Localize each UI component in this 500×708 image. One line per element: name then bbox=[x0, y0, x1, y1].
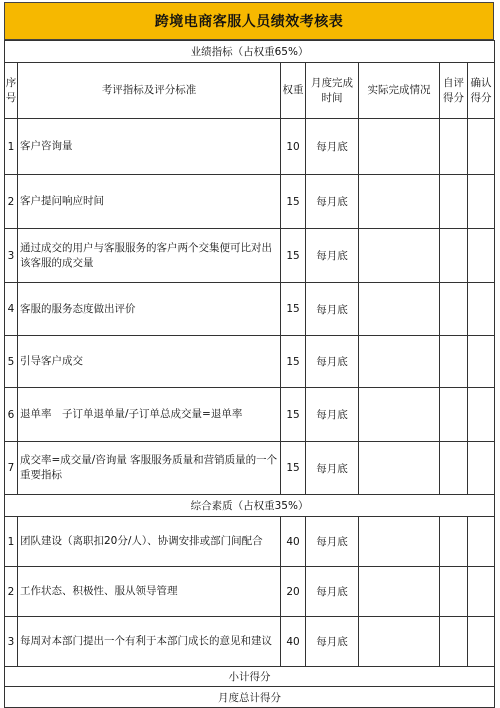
actual-completion-cell[interactable] bbox=[359, 175, 440, 229]
actual-completion-cell[interactable] bbox=[359, 283, 440, 336]
row-number: 1 bbox=[5, 517, 18, 567]
col-header-self-score: 自评得分 bbox=[440, 63, 468, 119]
row-number: 3 bbox=[5, 229, 18, 283]
deadline-cell: 每月底 bbox=[306, 229, 359, 283]
section-quality-row bbox=[5, 495, 495, 517]
indicator-cell: 客户咨询量 bbox=[18, 119, 281, 175]
self-score-cell[interactable] bbox=[440, 119, 468, 175]
self-score-cell[interactable] bbox=[440, 388, 468, 442]
monthly-total-row bbox=[5, 687, 495, 708]
col-header-weight: 权重 bbox=[281, 63, 306, 119]
row-number: 7 bbox=[5, 442, 18, 495]
col-header-time: 月度完成时间 bbox=[306, 63, 359, 119]
deadline-cell: 每月底 bbox=[306, 336, 359, 388]
row-number: 3 bbox=[5, 617, 18, 667]
deadline-cell: 每月底 bbox=[306, 442, 359, 495]
weight-cell: 15 bbox=[281, 388, 306, 442]
indicator-cell: 团队建设（离职扣20分/人）、协调安排或部门间配合 bbox=[18, 517, 281, 567]
actual-completion-cell[interactable] bbox=[359, 517, 440, 567]
self-score-cell[interactable] bbox=[440, 229, 468, 283]
row-number: 2 bbox=[5, 175, 18, 229]
weight-cell: 15 bbox=[281, 229, 306, 283]
deadline-cell: 每月底 bbox=[306, 283, 359, 336]
confirm-score-cell[interactable] bbox=[468, 388, 495, 442]
self-score-cell[interactable] bbox=[440, 517, 468, 567]
weight-cell: 15 bbox=[281, 442, 306, 495]
confirm-score-cell[interactable] bbox=[468, 229, 495, 283]
confirm-score-cell[interactable] bbox=[468, 336, 495, 388]
col-header-actual: 实际完成情况 bbox=[359, 63, 440, 119]
deadline-cell: 每月底 bbox=[306, 517, 359, 567]
confirm-score-cell[interactable] bbox=[468, 442, 495, 495]
section-performance-row bbox=[5, 41, 495, 63]
row-number: 1 bbox=[5, 119, 18, 175]
table-row bbox=[5, 175, 495, 229]
confirm-score-cell[interactable] bbox=[468, 567, 495, 617]
indicator-cell: 引导客户成交 bbox=[18, 336, 281, 388]
indicator-cell: 客服的服务态度做出评价 bbox=[18, 283, 281, 336]
confirm-score-cell[interactable] bbox=[468, 517, 495, 567]
deadline-cell: 每月底 bbox=[306, 175, 359, 229]
table-row bbox=[5, 283, 495, 336]
confirm-score-cell[interactable] bbox=[468, 119, 495, 175]
table-row bbox=[5, 517, 495, 567]
indicator-cell: 通过成交的用户与客服服务的客户两个交集便可比对出该客服的成交量 bbox=[18, 229, 281, 283]
actual-completion-cell[interactable] bbox=[359, 567, 440, 617]
deadline-cell: 每月底 bbox=[306, 617, 359, 667]
actual-completion-cell[interactable] bbox=[359, 388, 440, 442]
performance-rows bbox=[5, 119, 495, 495]
self-score-cell[interactable] bbox=[440, 175, 468, 229]
subtotal-row bbox=[5, 667, 495, 687]
col-header-seq: 序号 bbox=[5, 63, 18, 119]
actual-completion-cell[interactable] bbox=[359, 442, 440, 495]
self-score-cell[interactable] bbox=[440, 617, 468, 667]
self-score-cell[interactable] bbox=[440, 567, 468, 617]
actual-completion-cell[interactable] bbox=[359, 336, 440, 388]
deadline-cell: 每月底 bbox=[306, 567, 359, 617]
indicator-cell: 每周对本部门提出一个有利于本部门成长的意见和建议 bbox=[18, 617, 281, 667]
table-row bbox=[5, 336, 495, 388]
col-header-indicator: 考评指标及评分标准 bbox=[18, 63, 281, 119]
weight-cell: 15 bbox=[281, 175, 306, 229]
monthly-total-label: 月度总计得分 bbox=[5, 687, 495, 708]
section-performance-header: 业绩指标（占权重65%） bbox=[5, 41, 495, 63]
table-row bbox=[5, 567, 495, 617]
self-score-cell[interactable] bbox=[440, 336, 468, 388]
row-number: 6 bbox=[5, 388, 18, 442]
deadline-cell: 每月底 bbox=[306, 119, 359, 175]
weight-cell: 10 bbox=[281, 119, 306, 175]
indicator-cell: 客户提问响应时间 bbox=[18, 175, 281, 229]
col-header-confirm-score: 确认得分 bbox=[468, 63, 495, 119]
section-quality-header: 综合素质（占权重35%） bbox=[5, 495, 495, 517]
actual-completion-cell[interactable] bbox=[359, 617, 440, 667]
weight-cell: 40 bbox=[281, 617, 306, 667]
weight-cell: 40 bbox=[281, 517, 306, 567]
self-score-cell[interactable] bbox=[440, 442, 468, 495]
table-row bbox=[5, 442, 495, 495]
weight-cell: 20 bbox=[281, 567, 306, 617]
indicator-cell: 成交率=成交量/咨询量 客服服务质量和营销质量的一个重要指标 bbox=[18, 442, 281, 495]
weight-cell: 15 bbox=[281, 283, 306, 336]
table-row bbox=[5, 617, 495, 667]
row-number: 4 bbox=[5, 283, 18, 336]
kpi-table bbox=[4, 40, 495, 708]
indicator-cell: 工作状态、积极性、服从领导管理 bbox=[18, 567, 281, 617]
subtotal-label: 小计得分 bbox=[5, 667, 495, 687]
table-row bbox=[5, 119, 495, 175]
table-row bbox=[5, 388, 495, 442]
sheet-title: 跨境电商客服人员绩效考核表 bbox=[4, 2, 494, 40]
confirm-score-cell[interactable] bbox=[468, 617, 495, 667]
indicator-cell: 退单率 子订单退单量/子订单总成交量=退单率 bbox=[18, 388, 281, 442]
self-score-cell[interactable] bbox=[440, 283, 468, 336]
confirm-score-cell[interactable] bbox=[468, 175, 495, 229]
deadline-cell: 每月底 bbox=[306, 388, 359, 442]
quality-rows bbox=[5, 517, 495, 667]
confirm-score-cell[interactable] bbox=[468, 283, 495, 336]
actual-completion-cell[interactable] bbox=[359, 119, 440, 175]
row-number: 5 bbox=[5, 336, 18, 388]
weight-cell: 15 bbox=[281, 336, 306, 388]
row-number: 2 bbox=[5, 567, 18, 617]
kpi-sheet bbox=[4, 2, 494, 708]
table-row bbox=[5, 229, 495, 283]
actual-completion-cell[interactable] bbox=[359, 229, 440, 283]
column-header-row bbox=[5, 63, 495, 119]
